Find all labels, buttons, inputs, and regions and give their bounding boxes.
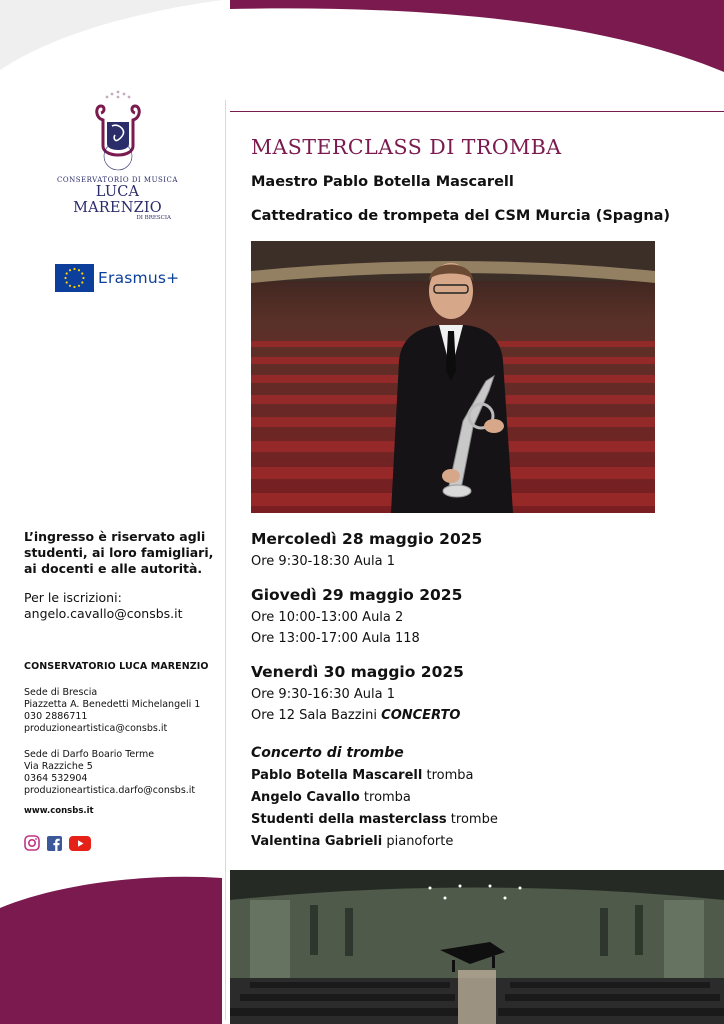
site-darfo-phone: 0364 532904	[24, 773, 88, 784]
eu-flag-icon	[55, 264, 94, 292]
day-1-line-1: Ore 9:30-18:30 Aula 1	[251, 554, 396, 569]
performer-3-instrument: trombe	[450, 812, 498, 827]
site-brescia-address: Piazzetta A. Benedetti Michelangeli 1	[24, 699, 201, 710]
day-3-date: Venerdì 30 maggio 2025	[251, 663, 464, 681]
day-3-line-1: Ore 9:30-16:30 Aula 1	[251, 687, 396, 702]
page-title: MASTERCLASS DI TROMBA	[251, 135, 562, 159]
logo-name-text: LUCA MARENZIO	[73, 184, 162, 216]
concert-highlight: CONCERTO	[381, 708, 461, 723]
performer-4-instrument: pianoforte	[386, 834, 454, 849]
performer-2	[251, 790, 411, 805]
day-3-line-2	[251, 708, 460, 723]
social-links	[24, 835, 91, 851]
instagram-icon[interactable]	[24, 835, 40, 851]
site-brescia-email[interactable]: produzioneartistica@consbs.it	[24, 723, 168, 734]
site-darfo-title: Sede di Darfo Boario Terme	[24, 749, 155, 760]
site-darfo-address: Via Razziche 5	[24, 761, 93, 772]
site-brescia	[24, 687, 224, 735]
concert-hall-photo	[230, 870, 724, 1024]
lyre-emblem-icon	[91, 88, 145, 174]
website-link[interactable]: www.consbs.it	[24, 806, 94, 816]
registration-info	[24, 590, 224, 622]
site-brescia-title: Sede di Brescia	[24, 687, 98, 698]
day-2-date: Giovedì 29 maggio 2025	[251, 586, 463, 604]
top-decorative-band	[0, 0, 724, 80]
header-rule	[230, 111, 724, 112]
day-1-date: Mercoledì 28 maggio 2025	[251, 530, 483, 548]
performer-4	[251, 834, 453, 849]
performer-1-instrument: tromba	[426, 768, 474, 783]
performer-1-name: Pablo Botella Mascarell	[251, 768, 423, 783]
bottom-decorative-band	[0, 868, 230, 1024]
performer-2-name: Angelo Cavallo	[251, 790, 360, 805]
site-brescia-phone: 030 2886711	[24, 711, 88, 722]
erasmus-label: Erasmus+	[98, 269, 180, 287]
facebook-icon[interactable]	[47, 836, 62, 851]
registration-email[interactable]: angelo.cavallo@consbs.it	[24, 606, 183, 621]
erasmus-logo	[55, 264, 179, 292]
organization-name: CONSERVATORIO LUCA MARENZIO	[24, 661, 209, 672]
registration-label: Per le iscrizioni:	[24, 590, 122, 605]
entry-note: L’ingresso è riservato agli studenti, ai loro famigliari, ai docenti e alle autorità.	[24, 529, 214, 576]
maestro-role: Cattedratico de trompeta del CSM Murcia (Spagna)	[251, 208, 671, 224]
performer-1	[251, 768, 473, 783]
logo-city-text: DI BRESCIA	[136, 215, 171, 221]
performer-2-instrument: tromba	[363, 790, 411, 805]
maestro-name: Maestro Pablo Botella Mascarell	[251, 174, 514, 190]
column-divider	[225, 100, 226, 1020]
site-darfo-email[interactable]: produzioneartistica.darfo@consbs.it	[24, 785, 196, 796]
performer-4-name: Valentina Gabrieli	[251, 834, 383, 849]
logo-conservatorio-text: CONSERVATORIO DI MUSICA	[57, 176, 178, 184]
youtube-icon[interactable]	[69, 836, 91, 851]
concert-title: Concerto di trombe	[251, 745, 404, 761]
performer-3	[251, 812, 498, 827]
conservatorio-logo	[50, 88, 185, 221]
site-darfo	[24, 749, 224, 797]
day-2-line-2: Ore 13:00-17:00 Aula 118	[251, 631, 420, 646]
performer-3-name: Studenti della masterclass	[251, 812, 447, 827]
day-2-line-1: Ore 10:00-13:00 Aula 2	[251, 610, 404, 625]
maestro-photo	[251, 241, 655, 513]
day-3-line-2-text: Ore 12 Sala Bazzini	[251, 708, 378, 723]
